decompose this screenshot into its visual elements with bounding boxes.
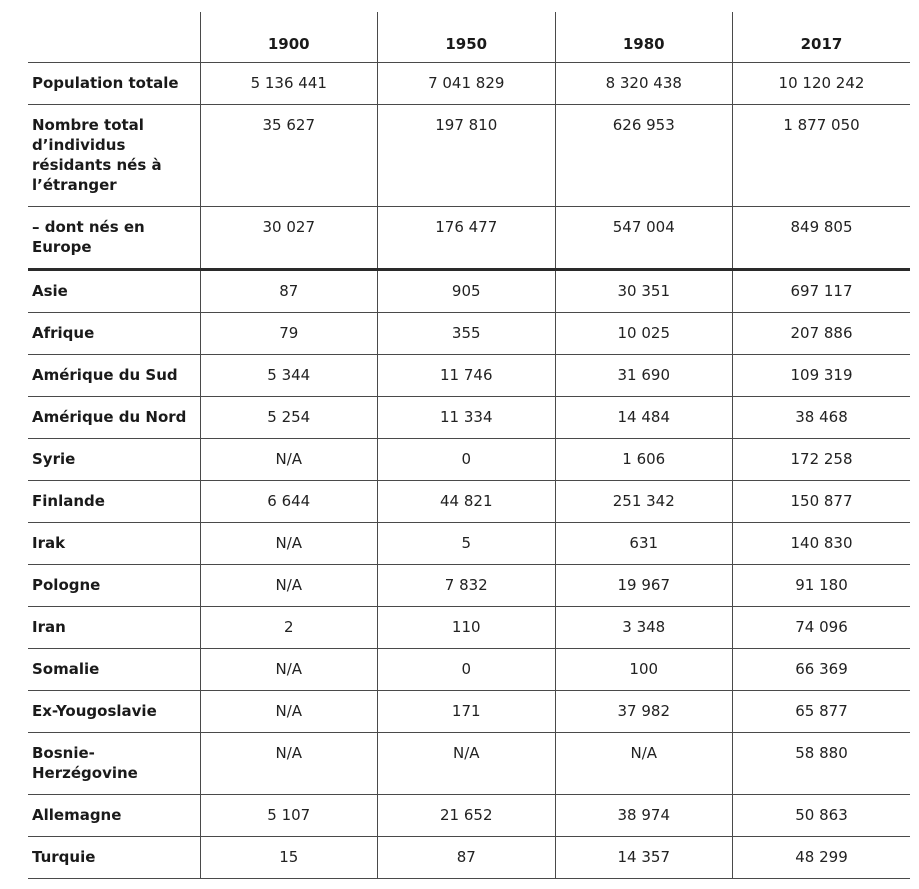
cell-value: 109 319 [733,355,911,397]
cell-value: 7 041 829 [378,63,556,105]
header-corner-cell [28,12,200,63]
table-row [28,105,910,207]
table-row [28,733,910,795]
row-label: Irak [28,523,200,565]
row-label: – dont nés en Europe [28,207,200,270]
table-row [28,837,910,879]
cell-value: 905 [378,270,556,313]
cell-value: 140 830 [733,523,911,565]
cell-value: 2 [200,607,378,649]
cell-value: N/A [555,733,733,795]
cell-value: 21 652 [378,795,556,837]
cell-value: 697 117 [733,270,911,313]
cell-value: 3 348 [555,607,733,649]
table-row [28,607,910,649]
cell-value: 7 832 [378,565,556,607]
table-row [28,63,910,105]
cell-value: 14 357 [555,837,733,879]
table-row [28,481,910,523]
cell-value: 11 334 [378,397,556,439]
table-row [28,523,910,565]
cell-value: 6 644 [200,481,378,523]
cell-value: N/A [200,649,378,691]
cell-value: 65 877 [733,691,911,733]
cell-value: 5 254 [200,397,378,439]
cell-value: 31 690 [555,355,733,397]
cell-value: 849 805 [733,207,911,270]
cell-value: N/A [200,439,378,481]
row-label: Population totale [28,63,200,105]
cell-value: 10 025 [555,313,733,355]
cell-value: 547 004 [555,207,733,270]
cell-value: 48 299 [733,837,911,879]
cell-value: 100 [555,649,733,691]
row-label: Pologne [28,565,200,607]
table-row [28,397,910,439]
cell-value: 91 180 [733,565,911,607]
cell-value: N/A [200,565,378,607]
cell-value: 30 351 [555,270,733,313]
row-label: Amérique du Nord [28,397,200,439]
cell-value: 5 [378,523,556,565]
cell-value: 15 [200,837,378,879]
row-label: Bosnie-Herzégovine [28,733,200,795]
row-label: Amérique du Sud [28,355,200,397]
cell-value: 30 027 [200,207,378,270]
cell-value: 150 877 [733,481,911,523]
header-year: 1950 [378,12,556,63]
table-row [28,355,910,397]
row-label: Asie [28,270,200,313]
cell-value: 37 982 [555,691,733,733]
row-label: Afrique [28,313,200,355]
table-row [28,691,910,733]
row-label: Turquie [28,837,200,879]
cell-value: 38 468 [733,397,911,439]
table-row [28,795,910,837]
cell-value: N/A [200,691,378,733]
cell-value: 631 [555,523,733,565]
cell-value: N/A [378,733,556,795]
table-row [28,313,910,355]
row-label: Somalie [28,649,200,691]
cell-value: 58 880 [733,733,911,795]
row-label: Nombre total d’individus résidants nés à l’étranger [28,105,200,207]
cell-value: 355 [378,313,556,355]
cell-value: N/A [200,523,378,565]
population-table [28,12,910,879]
cell-value: 626 953 [555,105,733,207]
cell-value: 251 342 [555,481,733,523]
cell-value: 35 627 [200,105,378,207]
cell-value: 0 [378,649,556,691]
cell-value: 1 606 [555,439,733,481]
cell-value: 66 369 [733,649,911,691]
cell-value: 176 477 [378,207,556,270]
cell-value: 38 974 [555,795,733,837]
table-row [28,649,910,691]
cell-value: 10 120 242 [733,63,911,105]
cell-value: 172 258 [733,439,911,481]
cell-value: 207 886 [733,313,911,355]
cell-value: N/A [200,733,378,795]
row-label: Allemagne [28,795,200,837]
table-row [28,270,910,313]
cell-value: 8 320 438 [555,63,733,105]
cell-value: 19 967 [555,565,733,607]
header-year: 2017 [733,12,911,63]
header-year: 1900 [200,12,378,63]
table-row [28,565,910,607]
cell-value: 5 136 441 [200,63,378,105]
header-row [28,12,910,63]
cell-value: 197 810 [378,105,556,207]
table-row [28,207,910,270]
cell-value: 5 107 [200,795,378,837]
cell-value: 87 [378,837,556,879]
cell-value: 110 [378,607,556,649]
row-label: Syrie [28,439,200,481]
cell-value: 44 821 [378,481,556,523]
row-label: Ex-Yougoslavie [28,691,200,733]
cell-value: 87 [200,270,378,313]
table-row [28,439,910,481]
cell-value: 74 096 [733,607,911,649]
row-label: Iran [28,607,200,649]
header-year: 1980 [555,12,733,63]
cell-value: 1 877 050 [733,105,911,207]
cell-value: 171 [378,691,556,733]
row-label: Finlande [28,481,200,523]
cell-value: 79 [200,313,378,355]
cell-value: 11 746 [378,355,556,397]
cell-value: 50 863 [733,795,911,837]
cell-value: 0 [378,439,556,481]
cell-value: 5 344 [200,355,378,397]
cell-value: 14 484 [555,397,733,439]
